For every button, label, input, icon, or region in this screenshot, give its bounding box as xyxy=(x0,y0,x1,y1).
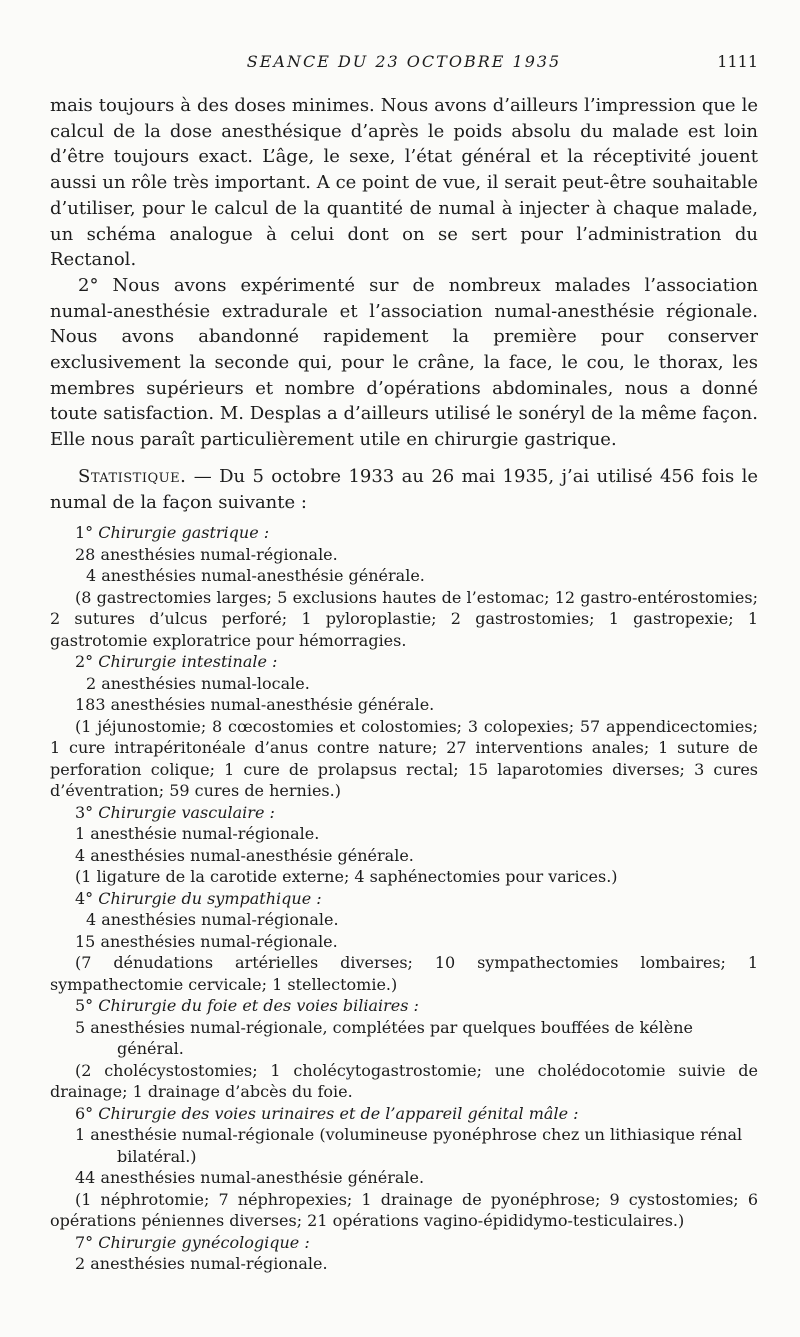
running-title: SEANCE DU 23 OCTOBRE 1935 xyxy=(246,52,562,71)
section-detail: (7 dénudations artérielles diverses; 10 sympathectomies lombaires; 1 sympathectomie cervicale; 1 stellectomie.) xyxy=(50,953,758,994)
section-heading: 5° Chirurgie du foie et des voies biliaires : xyxy=(75,996,419,1015)
statistique-text: — Du 5 octobre 1933 au 26 mai 1935, j’ai utilisé 456 fois le numal de la façon suivante : xyxy=(50,466,758,513)
paragraph: mais toujours à des doses minimes. Nous avons d’ailleurs l’impression que le calcul de la dose anesthésique d’après le poids absolu du malade est loin d’être toujours exact. L’âge, le sexe, l’état général et la réceptivité jouent aussi un rôle très important. A ce point de vue, il serait peut-être souhaitable d’utiliser, pour le calcul de la quantité de numal à injecter à chaque malade, un schéma analogue à celui dont on se sert pour l’administration du Rectanol. xyxy=(50,95,758,271)
page-number: 1111 xyxy=(717,52,758,71)
section-detail: (1 jéjunostomie; 8 cœcostomies et colostomies; 3 colopexies; 57 appendicectomies; 1 cure intrapéritonéale d’anus contre nature; 27 interventions anales; 1 suture de perforation colique; 1 cure de prolapsus rectal; 15 laparotomies diverses; 3 cures d’éventration; 59 cures de hernies.) xyxy=(50,716,758,800)
section-detail: (8 gastrectomies larges; 5 exclusions hautes de l’estomac; 12 gastro-entérostomies; 2 sutures d’ulcus perforé; 1 pyloroplastie; 2 gastrostomies; 1 gastropexie; 1 gastrotomie exploratrice pour hémorragies. xyxy=(50,587,758,650)
section-heading: 3° Chirurgie vasculaire : xyxy=(75,802,275,822)
surgery-statistics-list xyxy=(50,522,758,1275)
list-item: 4 anesthésies numal-anesthésie générale. xyxy=(86,566,425,585)
list-item: 183 anesthésies numal-anesthésie générale. xyxy=(75,695,435,714)
list-item: 4 anesthésies numal-anesthésie générale. xyxy=(75,845,414,865)
list-item: 1 anesthésie numal-régionale. xyxy=(75,824,320,843)
list-item: 44 anesthésies numal-anesthésie générale. xyxy=(75,1168,425,1187)
paragraph: 2° Nous avons expérimenté sur de nombreux malades l’association numal-anesthésie extradurale et l’association numal-anesthésie régionale. Nous avons abandonné rapidement la première pour conserver exclusivement la seconde qui, pour le crâne, la face, le cou, le thorax, les membres supérieurs et nombre d’opérations abdominales, nous a donné toute satisfaction. M. Desplas a d’ailleurs utilisé le sonéryl de la même façon. Elle nous paraît particulièrement utile en chirurgie gastrique. xyxy=(50,274,758,451)
section-detail: (2 cholécystostomies; 1 cholécytogastrostomie; une cholédocotomie suivie de drainage; 1 drainage d’abcès du foie. xyxy=(50,1060,758,1101)
section-heading: 1° Chirurgie gastrique : xyxy=(75,523,270,542)
section-detail: (1 néphrotomie; 7 néphropexies; 1 drainage de pyonéphrose; 9 cystostomies; 6 opérations péniennes diverses; 21 opérations vagino-épididymo-testiculaires.) xyxy=(50,1189,758,1230)
statistique-label: Statistique. xyxy=(78,466,187,487)
list-item: 1 anesthésie numal-régionale (volumineuse pyonéphrose chez un lithiasique rénal bilatéral.) xyxy=(75,1125,743,1166)
intro-text xyxy=(50,93,758,453)
section-heading: 4° Chirurgie du sympathique : xyxy=(75,888,322,908)
list-item: 2 anesthésies numal-locale. xyxy=(86,673,310,693)
section-heading: 6° Chirurgie des voies urinaires et de l’appareil génital mâle : xyxy=(75,1103,579,1123)
section-heading: 2° Chirurgie intestinale : xyxy=(75,652,278,671)
statistique-paragraph xyxy=(50,464,758,515)
list-item: 5 anesthésies numal-régionale, complétées par quelques bouffées de kélène général. xyxy=(75,1017,693,1058)
list-item: 2 anesthésies numal-régionale. xyxy=(75,1254,328,1273)
section-heading: 7° Chirurgie gynécologique : xyxy=(75,1232,310,1252)
running-header xyxy=(50,48,758,74)
list-item: 4 anesthésies numal-régionale. xyxy=(86,910,339,929)
section-detail: (1 ligature de la carotide externe; 4 saphénectomies pour varices.) xyxy=(75,867,618,886)
list-item: 28 anesthésies numal-régionale. xyxy=(75,544,338,564)
list-item: 15 anesthésies numal-régionale. xyxy=(75,931,338,951)
